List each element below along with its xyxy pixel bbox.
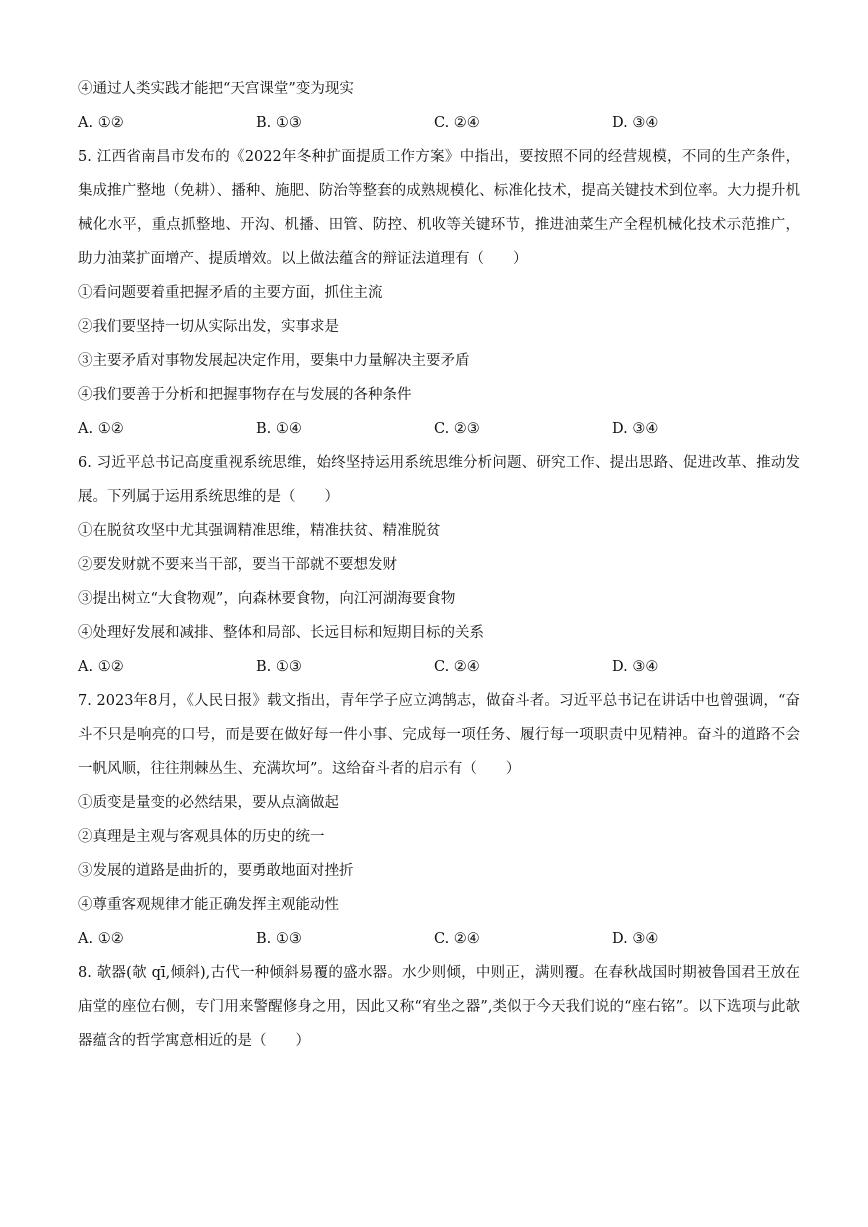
q6-statement-2: ②要发财就不要来当干部，要当干部就不要想发财: [78, 557, 397, 573]
q5-option-b[interactable]: B. ①④: [256, 421, 302, 437]
q6-option-b[interactable]: B. ①③: [256, 659, 302, 675]
q7-option-c[interactable]: C. ②④: [434, 931, 480, 947]
q6-option-d[interactable]: D. ③④: [612, 659, 659, 675]
q7-options: [78, 922, 800, 956]
q5-option-a[interactable]: A. ①②: [78, 421, 124, 437]
q6-statement-3: ③提出树立“大食物观”，向森林要食物，向江河湖海要食物: [78, 591, 456, 607]
q6-statement-4: ④处理好发展和减排、整体和局部、长远目标和短期目标的关系: [78, 625, 484, 641]
q5-statement-2: ②我们要坚持一切从实际出发，实事求是: [78, 319, 339, 335]
q5-options: [78, 412, 800, 446]
q4-option-a[interactable]: A. ①②: [78, 115, 124, 131]
q7-option-d[interactable]: D. ③④: [612, 931, 659, 947]
q4-option-d[interactable]: D. ③④: [612, 115, 659, 131]
q7-statement-3: ③发展的道路是曲折的，要勇敢地面对挫折: [78, 863, 354, 879]
q7-option-a[interactable]: A. ①②: [78, 931, 124, 947]
q6-stem: 6. 习近平总书记高度重视系统思维，始终坚持运用系统思维分析问题、研究工作、提出思路、促进改革、推动发展。下列属于运用系统思维的是（ ）: [78, 455, 800, 505]
q4-options: [78, 106, 800, 140]
q6-options: [78, 650, 800, 684]
q5-option-d[interactable]: D. ③④: [612, 421, 659, 437]
q4-statement-4: ④通过人类实践才能把“天宫课堂”变为现实: [78, 81, 354, 97]
q5-statement-1: ①看问题要着重把握矛盾的主要方面，抓住主流: [78, 285, 383, 301]
q6-option-a[interactable]: A. ①②: [78, 659, 124, 675]
q5-statement-3: ③主要矛盾对事物发展起决定作用，要集中力量解决主要矛盾: [78, 353, 470, 369]
exam-page: [78, 72, 800, 1058]
q7-statement-2: ②真理是主观与客观具体的历史的统一: [78, 829, 325, 845]
q8-stem: 8. 欹器(欹 qī,倾斜),古代一种倾斜易覆的盛水器。水少则倾，中则正，满则覆。在春秋战国时期被鲁国君王放在庙堂的座位右侧，专门用来警醒修身之用，因此又称“宥坐之器”,类似于今天我们说的“座右铭”。以下选项与此欹器蕴含的哲学寓意相近的是（ ）: [78, 965, 800, 1049]
q7-statement-4: ④尊重客观规律才能正确发挥主观能动性: [78, 897, 339, 913]
q5-statement-4: ④我们要善于分析和把握事物存在与发展的各种条件: [78, 387, 412, 403]
q7-option-b[interactable]: B. ①③: [256, 931, 302, 947]
q6-option-c[interactable]: C. ②④: [434, 659, 480, 675]
q6-statement-1: ①在脱贫攻坚中尤其强调精准思维，精准扶贫、精准脱贫: [78, 523, 441, 539]
q4-option-c[interactable]: C. ②④: [434, 115, 480, 131]
q4-option-b[interactable]: B. ①③: [256, 115, 302, 131]
q7-statement-1: ①质变是量变的必然结果，要从点滴做起: [78, 795, 339, 811]
q5-option-c[interactable]: C. ②③: [434, 421, 480, 437]
q7-stem: 7. 2023年8月，《人民日报》载文指出，青年学子应立鸿鹄志，做奋斗者。习近平总书记在讲话中也曾强调，“奋斗不只是响亮的口号，而是要在做好每一件小事、完成每一项任务、履行每一项职责中见精神。奋斗的道路不会一帆风顺，往往荆棘丛生、充满坎坷”。这给奋斗者的启示有（ ）: [78, 693, 800, 777]
q5-stem: 5. 江西省南昌市发布的《2022年冬种扩面提质工作方案》中指出，要按照不同的经营规模，不同的生产条件，集成推广整地（免耕）、播种、施肥、防治等整套的成熟规模化、标准化技术，提高关键技术到位率。大力提升机械化水平，重点抓整地、开沟、机播、田管、防控、机收等关键环节，推进油菜生产全程机械化技术示范推广，助力油菜扩面增产、提质增效。以上做法蕴含的辩证法道理有（ ）: [78, 149, 800, 267]
